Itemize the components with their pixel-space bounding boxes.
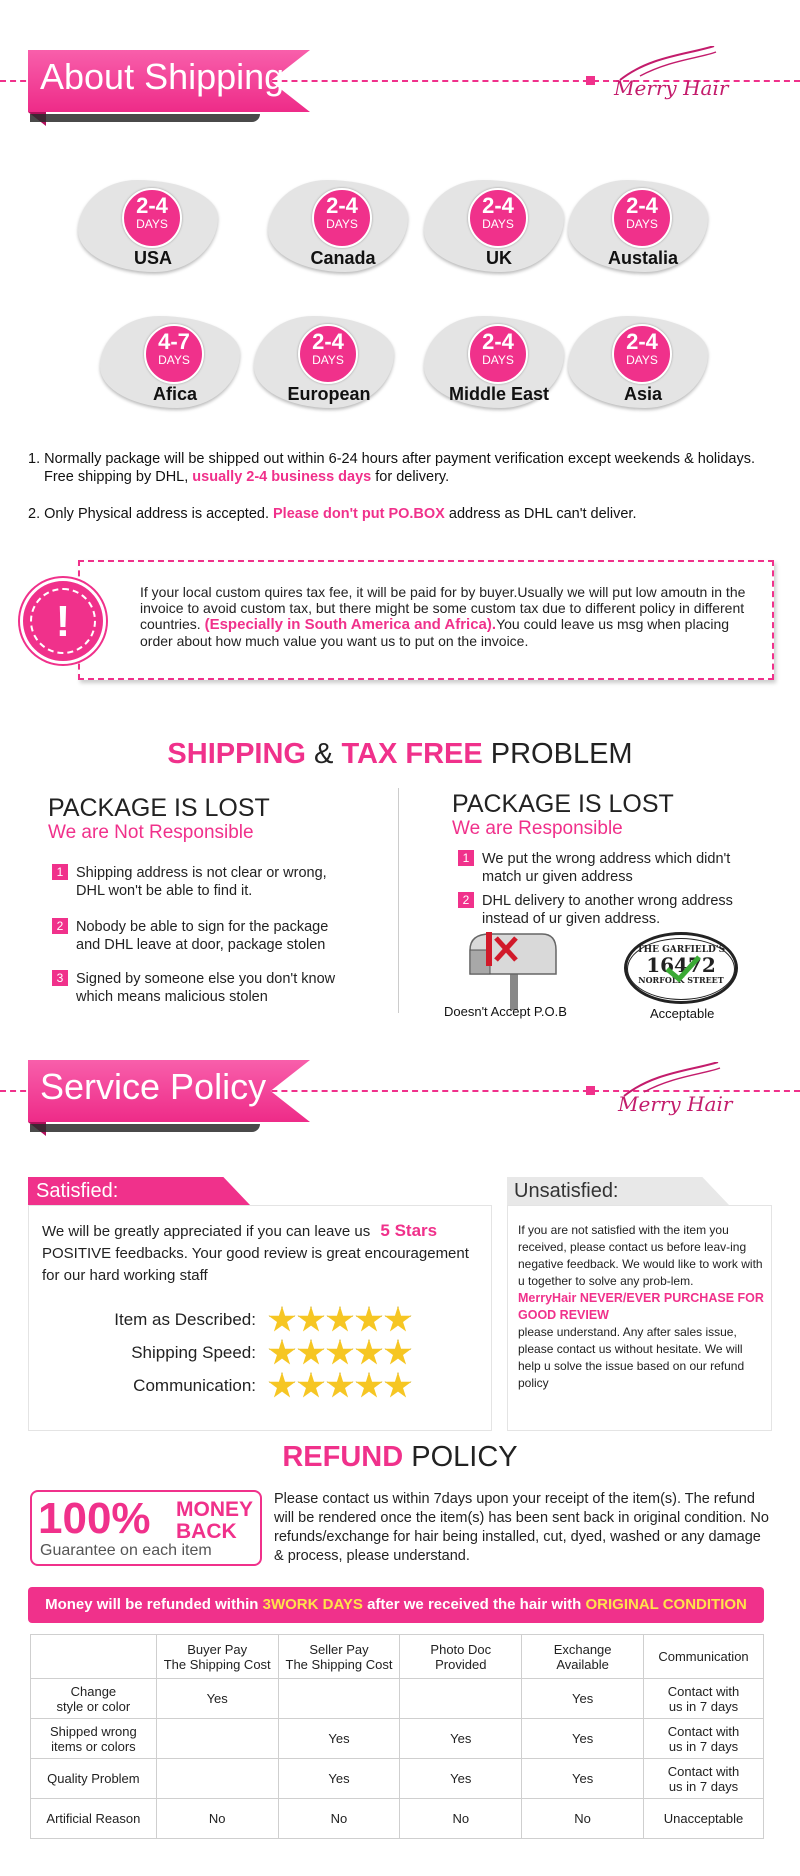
numbered-item xyxy=(458,850,798,890)
left-column-subtitle: We are Not Responsible xyxy=(48,822,254,843)
address-stamp xyxy=(624,932,738,1004)
region-name: Asia xyxy=(623,384,663,404)
banner-title: Service Policy xyxy=(40,1066,267,1107)
table-row xyxy=(31,1759,764,1799)
rating-label: Shipping Speed: xyxy=(131,1343,256,1362)
stamp-number: 16472 xyxy=(646,953,716,977)
table-header: Communication xyxy=(644,1635,764,1679)
star-icon xyxy=(355,1306,383,1334)
no-purchase-review-highlight: MerryHair NEVER/EVER PURCHASE FOR GOOD REVIEW xyxy=(518,1291,764,1322)
table-cell: Yes xyxy=(522,1679,644,1719)
region-card xyxy=(568,170,708,300)
delivery-days-badge xyxy=(298,324,358,384)
numbered-item xyxy=(52,918,392,958)
table-header: Exchange Available xyxy=(522,1635,644,1679)
table-header: Buyer Pay The Shipping Cost xyxy=(156,1635,278,1679)
delivery-days: 2-4 xyxy=(136,193,168,218)
delivery-days-badge xyxy=(122,188,182,248)
delivery-unit: DAYS xyxy=(312,353,344,367)
star-icon xyxy=(297,1372,325,1400)
region-name: USA xyxy=(133,248,172,268)
region-card xyxy=(268,170,408,300)
delivery-days-badge xyxy=(468,188,528,248)
table-cell: No xyxy=(278,1799,400,1839)
table-cell xyxy=(156,1719,278,1759)
table-cell: No xyxy=(156,1799,278,1839)
table-cell: Contact with us in 7 days xyxy=(644,1719,764,1759)
mailbox-caption: Doesn't Accept P.O.B xyxy=(444,1004,567,1019)
region-card xyxy=(100,306,240,436)
table-header: Photo Doc Provided xyxy=(400,1635,522,1679)
delivery-days: 2-4 xyxy=(482,329,514,354)
region-card xyxy=(568,306,708,436)
delivery-days: 2-4 xyxy=(626,193,658,218)
table-cell: Contact with us in 7 days xyxy=(644,1679,764,1719)
delivery-days: 2-4 xyxy=(312,329,344,354)
money-back-badge xyxy=(30,1490,262,1566)
table-cell: Change style or color xyxy=(31,1679,157,1719)
merry-hair-logo xyxy=(614,76,728,100)
delivery-unit: DAYS xyxy=(136,217,168,231)
custom-tax-text: If your local custom quires tax fee, it will be paid for by buyer.Usually we will put low amoutn in the invoice to avoid custom tax, but there might be some custom tax due to different policy in different countries. (Especially in South America and Africa).You could leave us msg when placing order about how much value you want us to put on the invoice. xyxy=(140,584,746,649)
star-icon xyxy=(384,1339,412,1367)
delivery-days-badge xyxy=(612,188,672,248)
region-card xyxy=(254,306,394,436)
table-cell: Yes xyxy=(400,1719,522,1759)
badge-percent: 100% xyxy=(38,1494,151,1543)
unsatisfied-tab-label: Unsatisfied: xyxy=(514,1180,619,1202)
delivery-days: 4-7 xyxy=(158,329,190,354)
rating-row xyxy=(78,1339,418,1369)
item-number: 2 xyxy=(52,918,68,934)
table-row xyxy=(31,1799,764,1839)
delivery-days: 2-4 xyxy=(326,193,358,218)
delivery-days: 2-4 xyxy=(626,329,658,354)
stamp-top-text: THE GARFIELD'S xyxy=(636,945,726,955)
table-cell xyxy=(400,1679,522,1719)
region-card xyxy=(424,170,564,300)
star-icon xyxy=(384,1372,412,1400)
table-cell: Quality Problem xyxy=(31,1759,157,1799)
logo-text: Merry Hair xyxy=(614,76,729,100)
delivery-days-badge xyxy=(612,324,672,384)
region-name: Middle East xyxy=(448,384,550,404)
table-cell: Yes xyxy=(278,1719,400,1759)
region-name: Canada xyxy=(310,248,376,268)
star-icon xyxy=(355,1372,383,1400)
banner-title: About Shipping xyxy=(40,56,285,97)
refund-text: Please contact us within 7days upon your receipt of the item(s). The refund will be rendered once the item(s) has been sent back in original condition. No refunds/exchange for hair being installed, cut, dyed, washed or any damage & process, please understand. xyxy=(274,1491,769,1564)
table-cell: Yes xyxy=(522,1759,644,1799)
region-name: Afica xyxy=(152,384,197,404)
item-number: 1 xyxy=(52,864,68,880)
region-name: European xyxy=(287,384,371,404)
item-text: Nobody be able to sign for the package and DHL leave at door, package stolen xyxy=(76,919,329,953)
star-icon xyxy=(268,1339,296,1367)
table-cell: Shipped wrong items or colors xyxy=(31,1719,157,1759)
star-icon xyxy=(326,1339,354,1367)
star-icon xyxy=(326,1372,354,1400)
region-name: Austalia xyxy=(607,248,679,268)
delivery-days: 2-4 xyxy=(482,193,514,218)
item-text: Signed by someone else you don't know which means malicious stolen xyxy=(76,971,336,1005)
table-cell xyxy=(156,1759,278,1799)
rating-stars xyxy=(268,1339,413,1372)
delivery-days-badge xyxy=(312,188,372,248)
star-icon xyxy=(355,1339,383,1367)
table-cell: Yes xyxy=(400,1759,522,1799)
table-row xyxy=(31,1719,764,1759)
badge-guarantee: Guarantee on each item xyxy=(40,1542,212,1559)
delivery-unit: DAYS xyxy=(626,217,658,231)
delivery-days-badge xyxy=(468,324,528,384)
service-policy-banner xyxy=(28,1060,308,1138)
delivery-unit: DAYS xyxy=(482,353,514,367)
table-cell: Artificial Reason xyxy=(31,1799,157,1839)
shipping-note-1: 1. Normally package will be shipped out within 6-24 hours after payment verification except weekends & holidays. Free shipping by DHL, usually 2-4 business days for delivery. xyxy=(28,451,755,485)
stamp-bottom-text: NORFOLK STREET xyxy=(638,975,724,985)
item-text: DHL delivery to another wrong address instead of ur given address. xyxy=(482,893,733,927)
delivery-days-highlight: usually 2-4 business days xyxy=(192,469,372,485)
rating-label: Communication: xyxy=(133,1376,256,1395)
item-number: 2 xyxy=(458,892,474,908)
divider-square xyxy=(586,1086,595,1095)
left-column-title: PACKAGE IS LOST xyxy=(48,794,270,822)
pobox-warning: Please don't put PO.BOX xyxy=(273,506,445,522)
star-icon xyxy=(326,1306,354,1334)
table-cell: No xyxy=(522,1799,644,1839)
region-card xyxy=(78,170,218,300)
rating-row xyxy=(78,1306,418,1336)
stamp-caption: Acceptable xyxy=(650,1006,715,1021)
table-header xyxy=(31,1635,157,1679)
item-number: 1 xyxy=(458,850,474,866)
logo-swoosh-icon xyxy=(610,46,720,86)
shipping-tax-headline: SHIPPING & TAX FREE PROBLEM xyxy=(167,738,633,770)
about-shipping-banner xyxy=(28,50,308,128)
badge-money: MONEY xyxy=(176,1498,254,1521)
delivery-unit: DAYS xyxy=(326,217,358,231)
table-cell: Yes xyxy=(278,1759,400,1799)
mailbox-icon xyxy=(456,930,566,1010)
table-header: Seller Pay The Shipping Cost xyxy=(278,1635,400,1679)
satisfied-text: We will be greatly appreciated if you can leave us 5 Stars POSITIVE feedbacks. Your good review is great encouragement for our hard working staff xyxy=(42,1221,469,1284)
star-icon xyxy=(268,1306,296,1334)
rating-label: Item as Described: xyxy=(114,1310,256,1329)
merry-hair-logo xyxy=(618,1092,732,1116)
column-divider xyxy=(398,788,399,1013)
right-column-subtitle: We are Responsible xyxy=(452,818,623,839)
badge-back: BACK xyxy=(176,1520,237,1543)
star-icon xyxy=(297,1306,325,1334)
refund-policy-table xyxy=(30,1634,764,1839)
mailbox-illustration xyxy=(456,930,566,1010)
region-name: UK xyxy=(486,248,512,268)
rating-stars xyxy=(268,1372,413,1405)
star-icon xyxy=(268,1372,296,1400)
divider-square xyxy=(586,76,595,85)
delivery-unit: DAYS xyxy=(482,217,514,231)
numbered-item xyxy=(52,970,392,1010)
shipping-note-2: 2. Only Physical address is accepted. Please don't put PO.BOX address as DHL can't deliver. xyxy=(28,506,637,522)
rating-stars xyxy=(268,1306,413,1339)
satisfied-tab-label: Satisfied: xyxy=(36,1180,119,1202)
star-icon xyxy=(384,1306,412,1334)
table-cell: No xyxy=(400,1799,522,1839)
numbered-item xyxy=(52,864,392,904)
item-number: 3 xyxy=(52,970,68,986)
table-cell xyxy=(278,1679,400,1719)
five-stars-highlight: 5 Stars xyxy=(380,1221,438,1240)
delivery-unit: DAYS xyxy=(626,353,658,367)
refund-window-bar: Money will be refunded within 3WORK DAYS after we received the hair with ORIGINAL CONDITION xyxy=(28,1587,764,1623)
exclamation-icon: ! xyxy=(20,578,106,664)
table-row xyxy=(31,1679,764,1719)
rating-row xyxy=(78,1372,418,1402)
item-text: We put the wrong address which didn't match ur given address xyxy=(482,851,731,885)
checkmark-icon xyxy=(663,953,703,983)
table-cell: Yes xyxy=(156,1679,278,1719)
unsatisfied-text: If you are not satisfied with the item you received, please contact us before leav-ing negative feedback. We would like to work with u together to solve any prob-lem. MerryHair NEVER/EVER PURCHASE FOR GOOD REVIEW please understand. Any after sales issue, please contact us without hesitate. We will help u solve the issue based on our refund policy xyxy=(518,1222,766,1392)
right-column-title: PACKAGE IS LOST xyxy=(452,790,674,818)
table-cell: Contact with us in 7 days xyxy=(644,1759,764,1799)
table-cell: Unacceptable xyxy=(644,1799,764,1839)
table-cell: Yes xyxy=(522,1719,644,1759)
star-icon xyxy=(297,1339,325,1367)
logo-text: Merry Hair xyxy=(618,1092,733,1116)
delivery-unit: DAYS xyxy=(158,353,190,367)
refund-headline: REFUND POLICY xyxy=(282,1441,518,1473)
delivery-days-badge xyxy=(144,324,204,384)
numbered-item xyxy=(458,892,798,932)
region-card xyxy=(424,306,564,436)
item-text: Shipping address is not clear or wrong, DHL won't be able to find it. xyxy=(76,865,327,899)
logo-swoosh-icon xyxy=(614,1062,724,1102)
